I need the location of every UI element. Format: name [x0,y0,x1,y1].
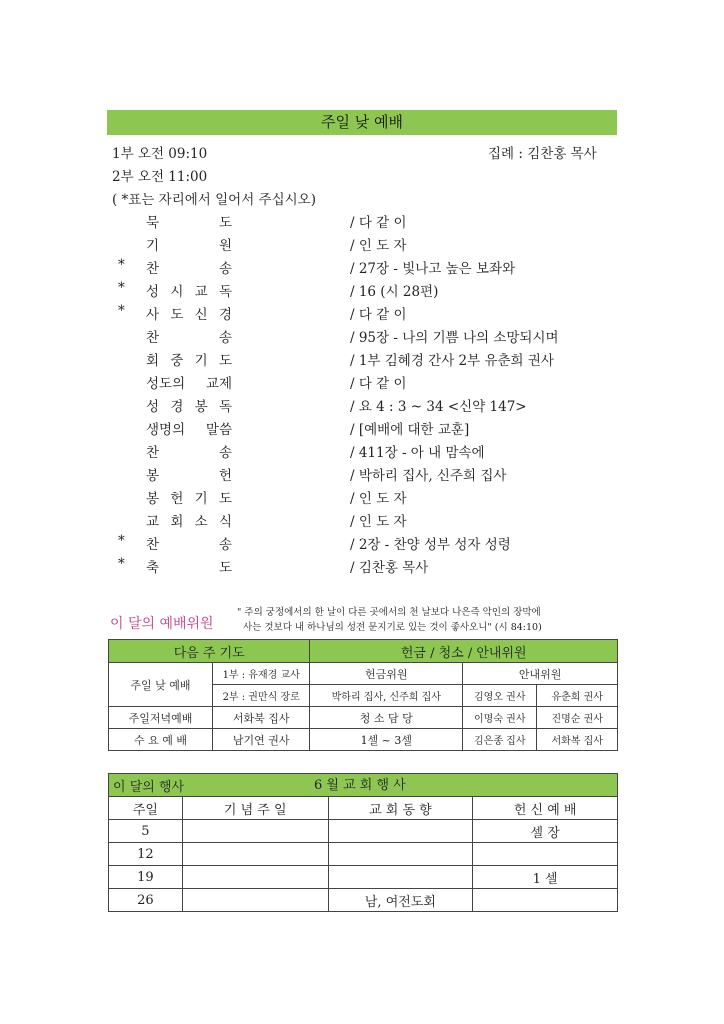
order-value: / [예배에 대한 교훈] [350,422,470,438]
order-row [118,510,638,532]
standing-note: ( *표는 자리에서 일어서 주십시오) [112,192,316,208]
event-trend [328,866,473,889]
order-row [118,234,638,256]
committee-table [108,639,618,751]
order-value: / 인 도 자 [350,514,407,530]
order-value: / 16 (시 28편) [350,284,439,300]
evening-usher-2: 진명순 권사 [537,707,618,729]
events-title: 6 월 교 회 행 사 [314,778,406,793]
cleaning-cells: 1셀 ~ 3셀 [310,729,463,751]
table-header-row [109,797,618,820]
order-row [118,464,638,486]
order-value: / 다 같 이 [350,215,407,231]
event-memorial [182,866,328,889]
order-value: / 요 4 : 3 ~ 34 <신약 147> [350,399,527,415]
wednesday-service-label: 수 요 예 배 [109,729,213,751]
order-value: / 411장 - 아 내 맘속에 [350,445,485,461]
header-offering-usher: 헌금 / 청소 / 안내위원 [310,640,618,663]
events-label: 이 달의 행사 [113,779,185,795]
service-time-2: 2부 오전 11:00 [112,169,208,185]
usher-1: 김영오 권사 [463,685,537,707]
offering-names: 박하리 집사, 신주희 집사 [310,685,463,707]
table-row [109,663,618,685]
usher-2: 유춘희 권사 [537,685,618,707]
standing-mark: * [118,556,125,572]
col-header-day: 주일 [109,797,183,820]
order-row [118,211,638,233]
events-table [108,773,618,912]
order-row [118,533,638,555]
order-item: 축 도 [146,560,232,576]
order-row [118,257,638,279]
order-item: 찬 송 [146,330,232,346]
event-memorial [182,820,328,843]
order-item: 찬 송 [146,445,232,461]
wednesday-usher-1: 김은종 집사 [463,729,537,751]
standing-mark: * [118,257,125,273]
committee-label: 이 달의 예배위원 [110,616,214,632]
event-memorial [182,889,328,912]
table-row [109,729,618,751]
cleaning-label: 청 소 담 당 [310,707,463,729]
order-value: / 2장 - 찬양 성부 성자 성령 [350,537,511,553]
order-value: / 인 도 자 [350,238,407,254]
order-item: 생명의 말씀 [146,422,232,438]
header-next-week-prayer: 다음 주 기도 [109,640,310,663]
order-item: 찬 송 [146,261,232,277]
event-trend: 남, 여전도회 [328,889,473,912]
table-row [109,707,618,729]
order-value: / 1부 김혜경 간사 2부 유춘희 권사 [350,353,554,369]
order-row [118,303,638,325]
order-row [118,349,638,371]
order-item: 사 도 신 경 [146,307,232,323]
col-header-trend: 교 회 동 향 [328,797,473,820]
evening-service-label: 주일저녁예배 [109,707,213,729]
order-value: / 김찬홍 목사 [350,560,429,576]
page-title: 주일 낮 예배 [107,110,617,135]
presider: 집례 : 김찬홍 목사 [488,146,597,162]
usher-head: 안내위원 [463,663,618,685]
order-value: / 다 같 이 [350,307,407,323]
event-trend [328,820,473,843]
order-item: 찬 송 [146,537,232,553]
events-header [109,774,618,797]
evening-prayer: 서화북 집사 [212,707,310,729]
order-value: / 박하리 집사, 신주희 집사 [350,468,507,484]
offering-head: 헌금위원 [310,663,463,685]
order-row [118,395,638,417]
order-row [118,326,638,348]
standing-mark: * [118,533,125,549]
order-item: 봉 헌 [146,468,232,484]
verse-line-2: 사는 것보다 내 하나님의 성전 문지기로 있는 것이 좋사오니" (시 84:10) [243,622,542,633]
order-item: 봉 헌 기 도 [146,491,232,507]
event-day: 5 [109,820,183,843]
order-row [118,487,638,509]
wednesday-usher-2: 서화복 집사 [537,729,618,751]
table-row [109,820,618,843]
table-row [109,843,618,866]
event-devotion: 1 셀 [473,866,618,889]
order-item: 회 중 기 도 [146,353,232,369]
verse-line-1: " 주의 궁정에서의 한 날이 다른 곳에서의 천 날보다 나은즉 악인의 장막에 [237,607,541,618]
wednesday-prayer: 남기연 권사 [212,729,310,751]
order-item: 기 원 [146,238,232,254]
service-time-1: 1부 오전 09:10 [112,146,208,162]
event-devotion [473,843,618,866]
order-item: 묵 도 [146,215,232,231]
order-item: 성도의 교제 [146,376,232,392]
table-row [109,889,618,912]
order-row [118,441,638,463]
order-value: / 27장 - 빛나고 높은 보좌와 [350,261,516,277]
order-row [118,556,638,578]
event-devotion [473,889,618,912]
prayer-part2: 2부 : 권만식 장로 [212,685,310,707]
standing-mark: * [118,280,125,296]
order-row [118,418,638,440]
order-item: 교 회 소 식 [146,514,232,530]
order-row [118,372,638,394]
scripture-verse [237,605,627,635]
col-header-devotion: 헌 신 예 배 [473,797,618,820]
event-memorial [182,843,328,866]
order-value: / 인 도 자 [350,491,407,507]
table-row [109,866,618,889]
col-header-memorial: 기 념 주 일 [182,797,328,820]
order-value: / 95장 - 나의 기쁨 나의 소망되시며 [350,330,559,346]
evening-usher-1: 이명숙 권사 [463,707,537,729]
event-day: 26 [109,889,183,912]
event-devotion: 셀 장 [473,820,618,843]
order-row [118,280,638,302]
standing-mark: * [118,303,125,319]
event-day: 19 [109,866,183,889]
event-day: 12 [109,843,183,866]
prayer-part1: 1부 : 유재경 교사 [212,663,310,685]
sunday-service-label: 주일 낮 예배 [109,663,213,707]
event-trend [328,843,473,866]
order-item: 성 경 봉 독 [146,399,232,415]
order-value: / 다 같 이 [350,376,407,392]
order-item: 성 시 교 독 [146,284,232,300]
